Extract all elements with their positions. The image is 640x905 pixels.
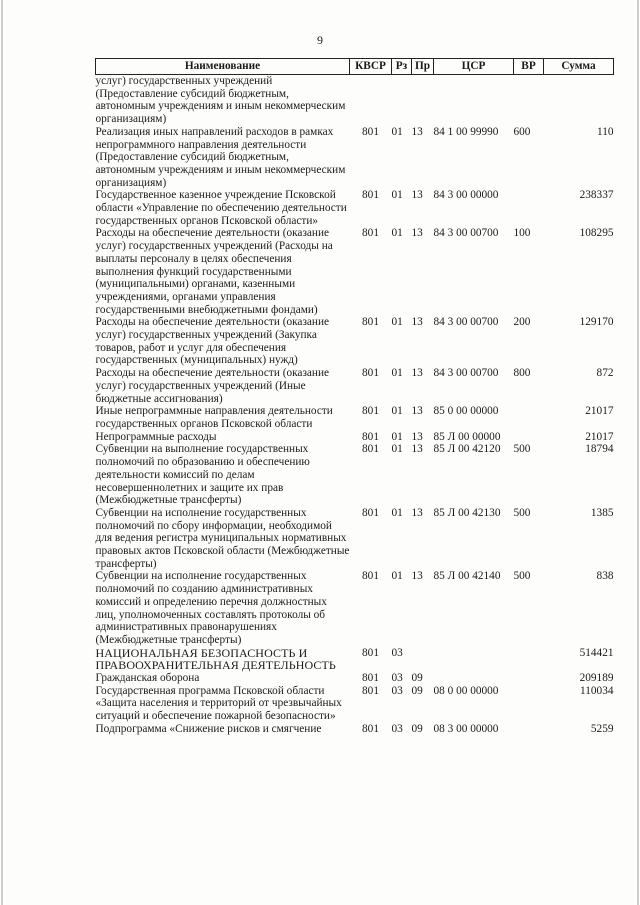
- table-row: [96, 367, 614, 405]
- cell-rz: 01: [391, 405, 403, 418]
- cell-sum: 872: [596, 367, 614, 380]
- scan-edge-left: [1, 0, 3, 905]
- table-header-row: [96, 59, 614, 75]
- table-row: [96, 431, 614, 444]
- cell-csr: [434, 75, 514, 126]
- header-kvsr: КВСР: [350, 59, 392, 75]
- cell-name: Иные непрограммные направления деятельности государственных органов Псковской области: [95, 405, 333, 430]
- header-rz: Рз: [392, 59, 412, 75]
- cell-vr: 100: [513, 227, 531, 240]
- cell-vr: 800: [513, 367, 531, 380]
- table-row: [96, 126, 614, 190]
- cell-pr: 13: [411, 227, 423, 240]
- table-row: [96, 672, 614, 685]
- cell-pr: 13: [411, 367, 423, 380]
- cell-name: Непрограммные расходы: [95, 430, 217, 443]
- cell-sum: [544, 75, 614, 126]
- cell-rz: 03: [391, 646, 403, 659]
- cell-sum: 514421: [579, 646, 614, 659]
- cell-pr: [412, 75, 434, 126]
- section-row: [96, 647, 614, 672]
- cell-kvsr: [350, 75, 392, 126]
- cell-pr: 13: [411, 189, 423, 202]
- cell-name: услуг) государственных учреждений (Предоставление субсидий бюджетным, автономным учреждениям и иным некоммерческим организациям): [95, 75, 346, 126]
- cell-name: Расходы на обеспечение деятельности (оказание услуг) государственных учреждений (Закупка товаров, работ и услуг для обеспечения государственных (муниципальных) нужд): [95, 316, 330, 367]
- cell-name: Расходы на обеспечение деятельности (оказание услуг) государственных учреждений (Расходы на выплаты персоналу в целях обеспечения выполнения функций государственными (муниципальными) органами, казенными учреждениями, органами управления государственными внебюджетными фондами): [95, 227, 333, 316]
- cell-kvsr: 801: [362, 125, 379, 138]
- cell-pr: 09: [411, 684, 423, 697]
- cell-rz: 01: [391, 506, 403, 519]
- cell-kvsr: 801: [362, 646, 379, 659]
- cell-rz: 01: [391, 189, 403, 202]
- cell-rz: 01: [391, 227, 403, 240]
- cell-name: Гражданская оборона: [95, 672, 200, 685]
- cell-csr: 85 Л 00 42130: [433, 506, 501, 519]
- cell-vr: [514, 189, 544, 227]
- cell-vr: 500: [513, 570, 531, 583]
- cell-name: Субвенции на исполнение государственных полномочий по сбору информации, необходимой для ведения регистра муниципальных нормативных правовых актов Псковской области (Межбюджетные трансферты): [95, 506, 350, 570]
- cell-csr: 84 3 00 00700: [433, 367, 499, 380]
- cell-vr: [514, 685, 544, 723]
- cell-sum: 110: [596, 125, 614, 138]
- cell-csr: 08 0 00 00000: [433, 684, 499, 697]
- table-row: [96, 316, 614, 367]
- table-row: [96, 189, 614, 227]
- cell-kvsr: 801: [362, 405, 379, 418]
- table-row: [96, 443, 614, 507]
- cell-sum: 1385: [590, 506, 614, 519]
- cell-kvsr: 801: [362, 316, 379, 329]
- header-vr: ВР: [514, 59, 544, 75]
- cell-sum: 18794: [585, 443, 614, 456]
- cell-pr: 13: [411, 405, 423, 418]
- cell-vr: 600: [513, 125, 531, 138]
- table-row: [96, 227, 614, 316]
- cell-sum: 209189: [579, 672, 614, 685]
- cell-vr: 200: [513, 316, 531, 329]
- header-name: Наименование: [96, 59, 350, 75]
- table-row: [96, 75, 614, 126]
- header-pr: Пр: [412, 59, 434, 75]
- cell-vr: 500: [513, 443, 531, 456]
- cell-name: Государственное казенное учреждение Псковской области «Управление по обеспечению деятельности государственных органов Псковской области»: [95, 189, 347, 227]
- cell-vr: [514, 431, 544, 444]
- cell-csr: 84 3 00 00000: [433, 189, 499, 202]
- cell-name: Расходы на обеспечение деятельности (оказание услуг) государственных учреждений (Иные бюджетные ассигнования): [95, 367, 330, 405]
- cell-sum: 5259: [590, 722, 614, 735]
- cell-csr: [434, 647, 514, 672]
- cell-pr: [412, 647, 434, 672]
- cell-name: Государственная программа Псковской области «Защита населения и территорий от чрезвычайных ситуаций и обеспечение пожарной безопасности»: [95, 684, 342, 723]
- cell-rz: 03: [391, 672, 403, 685]
- cell-vr: [514, 75, 544, 126]
- cell-rz: 01: [391, 430, 403, 443]
- cell-rz: [392, 75, 412, 126]
- cell-csr: 84 3 00 00700: [433, 316, 499, 329]
- cell-name: Реализация иных направлений расходов в рамках непрограммного направления деятельности (Предоставление субсидий бюджетным, автономным учреждениям и иным некоммерческим организациям): [95, 125, 346, 189]
- scan-edge-right: [637, 0, 639, 905]
- cell-pr: 13: [411, 506, 423, 519]
- cell-sum: 108295: [579, 227, 614, 240]
- cell-vr: [514, 405, 544, 430]
- table-row: [96, 723, 614, 736]
- cell-name: Подпрограмма «Снижение рисков и смягчение: [95, 722, 322, 735]
- cell-pr: 09: [411, 672, 423, 685]
- cell-kvsr: 801: [362, 430, 379, 443]
- cell-sum: 238337: [579, 189, 614, 202]
- cell-kvsr: 801: [362, 227, 379, 240]
- page-number: 9: [317, 33, 323, 47]
- cell-csr: 85 Л 00 00000: [433, 430, 501, 443]
- cell-vr: [514, 723, 544, 736]
- cell-pr: 13: [411, 316, 423, 329]
- cell-name: НАЦИОНАЛЬНАЯ БЕЗОПАСНОСТЬ И ПРАВООХРАНИТЕЛЬНАЯ ДЕЯТЕЛЬНОСТЬ: [95, 645, 336, 673]
- cell-kvsr: 801: [362, 570, 379, 583]
- cell-name: Субвенции на исполнение государственных полномочий по созданию административных комиссий и определению перечня должностных лиц, уполномоченных составлять протоколы об административных правонарушениях (Межбюджетные трансферты): [95, 570, 327, 646]
- cell-sum: 21017: [585, 405, 614, 418]
- header-sum: Сумма: [544, 59, 614, 75]
- cell-rz: 03: [391, 722, 403, 735]
- cell-rz: 01: [391, 443, 403, 456]
- cell-vr: [514, 647, 544, 672]
- cell-rz: 01: [391, 316, 403, 329]
- cell-csr: 08 3 00 00000: [433, 722, 499, 735]
- cell-kvsr: 801: [362, 672, 379, 685]
- table-row: [96, 570, 614, 646]
- cell-kvsr: 801: [362, 684, 379, 697]
- cell-kvsr: 801: [362, 189, 379, 202]
- cell-pr: 13: [411, 125, 423, 138]
- cell-kvsr: 801: [362, 506, 379, 519]
- cell-sum: 129170: [579, 316, 614, 329]
- cell-kvsr: 801: [362, 443, 379, 456]
- cell-csr: 85 Л 00 42120: [433, 443, 501, 456]
- cell-sum: 21017: [585, 430, 614, 443]
- budget-table: [95, 58, 614, 736]
- cell-pr: 09: [411, 722, 423, 735]
- cell-rz: 01: [391, 570, 403, 583]
- cell-rz: 03: [391, 684, 403, 697]
- cell-name: Субвенции на выполнение государственных полномочий по образованию и обеспечению деятельности комиссий по делам несовершеннолетних и защите их прав (Межбюджетные трансферты): [95, 443, 310, 507]
- cell-csr: 85 Л 00 42140: [433, 570, 501, 583]
- cell-pr: 13: [411, 430, 423, 443]
- cell-rz: 01: [391, 125, 403, 138]
- cell-vr: 500: [513, 506, 531, 519]
- cell-vr: [514, 672, 544, 685]
- cell-rz: 01: [391, 367, 403, 380]
- cell-sum: 110034: [580, 684, 614, 697]
- table-row: [96, 405, 614, 430]
- cell-pr: 13: [411, 570, 423, 583]
- header-csr: ЦСР: [434, 59, 514, 75]
- cell-kvsr: 801: [362, 722, 379, 735]
- cell-csr: 84 3 00 00700: [433, 227, 499, 240]
- cell-csr: [434, 672, 514, 685]
- table-row: [96, 685, 614, 723]
- cell-csr: 84 1 00 99990: [433, 125, 499, 138]
- cell-kvsr: 801: [362, 367, 379, 380]
- cell-csr: 85 0 00 00000: [433, 405, 499, 418]
- table-row: [96, 507, 614, 571]
- cell-pr: 13: [411, 443, 423, 456]
- cell-sum: 838: [596, 570, 614, 583]
